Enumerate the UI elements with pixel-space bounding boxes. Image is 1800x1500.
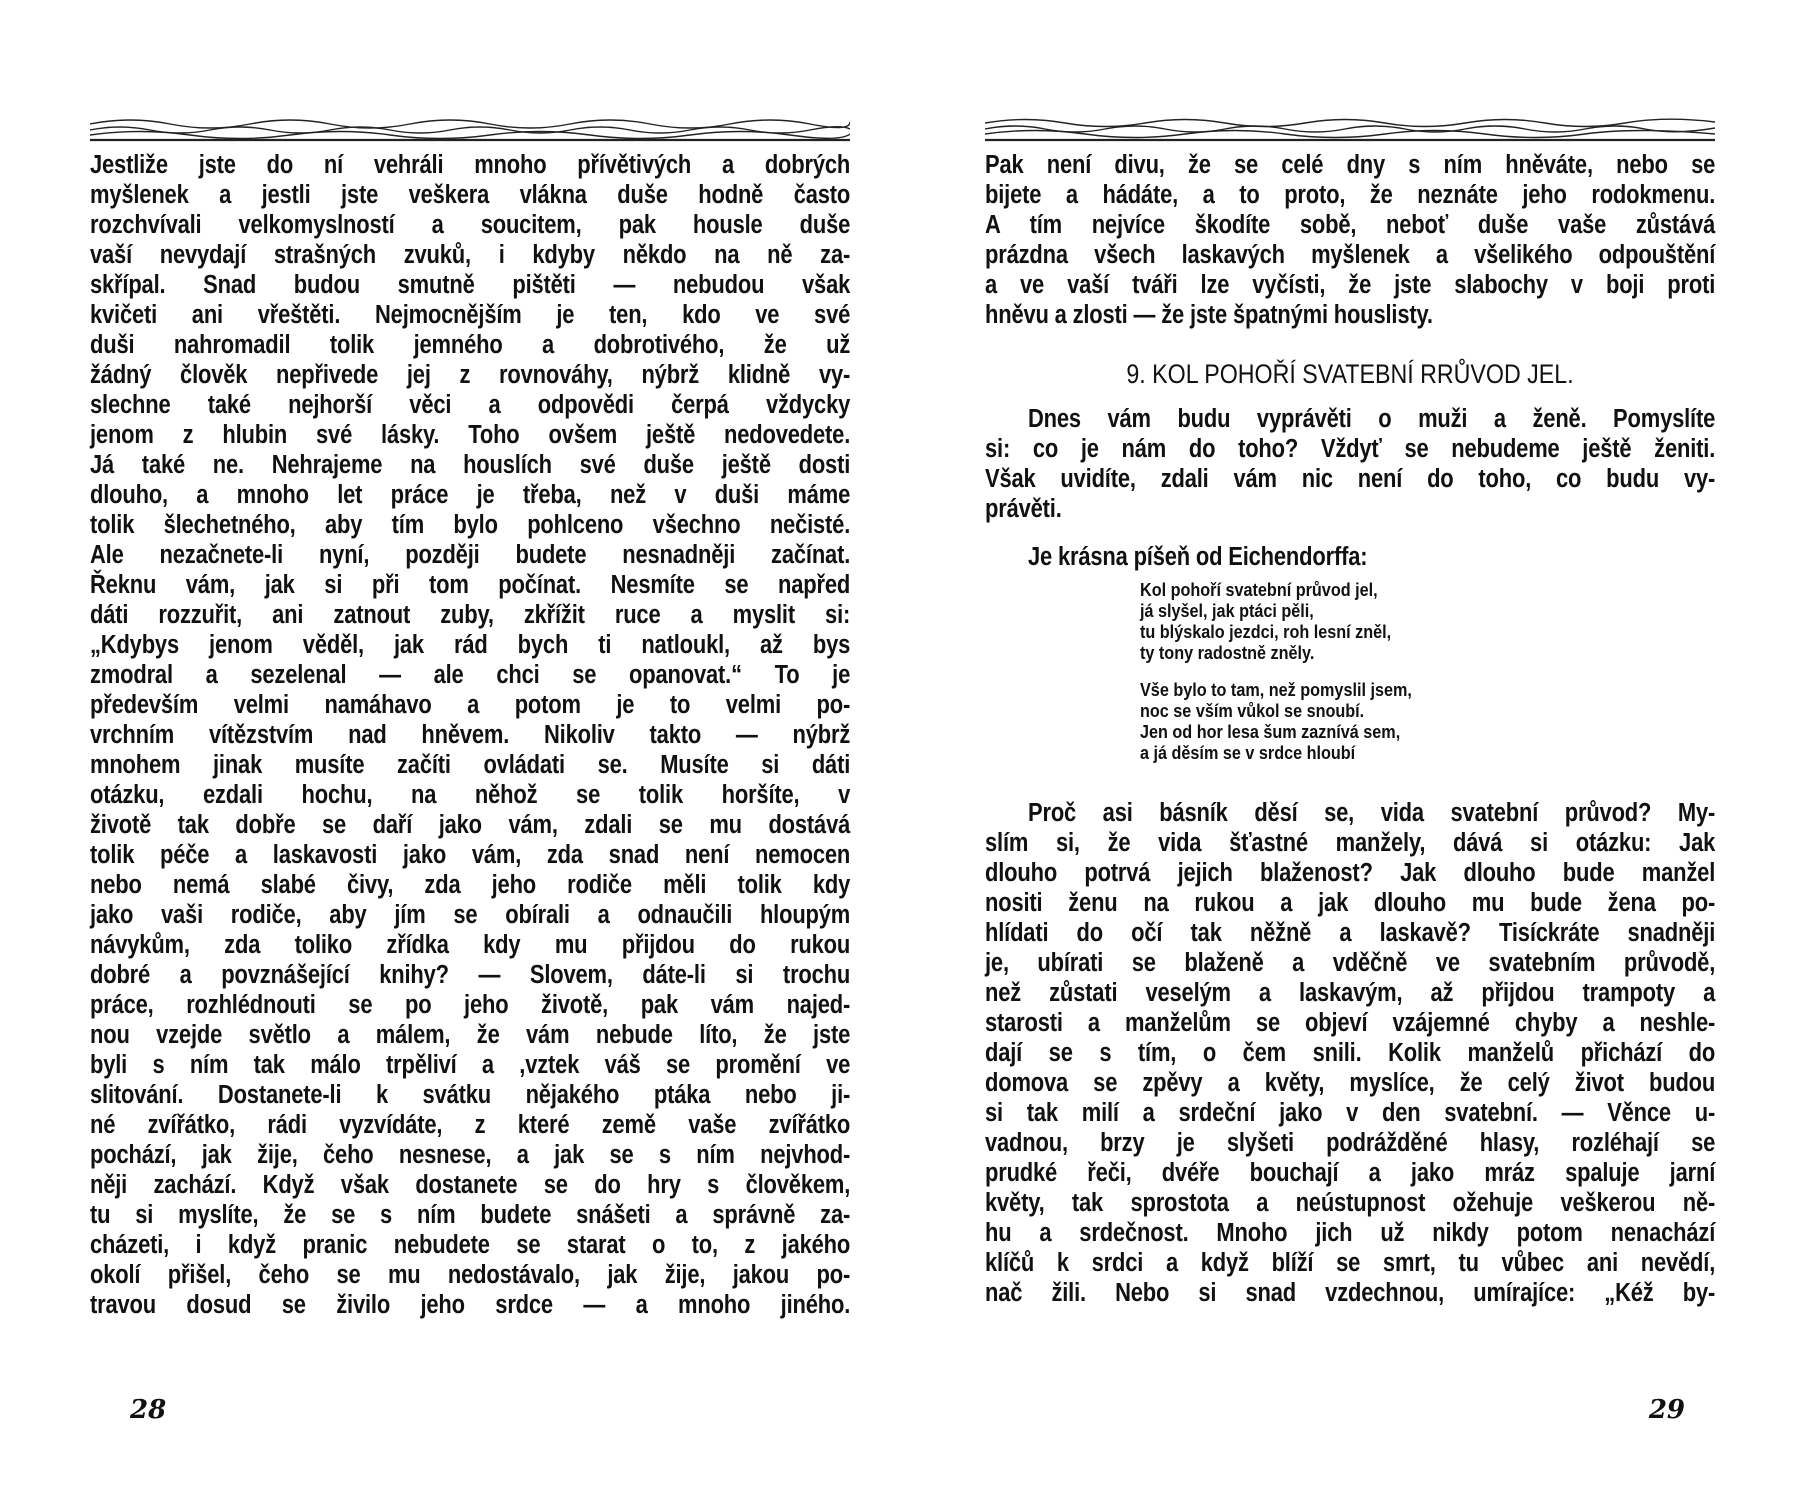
poem-line: tu blýskalo jezdci, roh lesní zněl, [1140,622,1392,642]
text-line: byli s ním tak málo trpěliví a ,vztek váš se promění ve [90,1051,851,1079]
text-line: hlídati do očí tak něžně a laskavě? Tisíckráte snadněji [985,919,1716,947]
text-line: si tak milí a srdeční jako v den svatební. — Věnce u- [985,1099,1716,1127]
text-line: hněvu a zlosti — že jste špatnými houslisty. [985,301,1433,329]
paragraph [985,404,1715,524]
right-page-text [985,150,1715,1308]
header-ornament-right [985,114,1715,144]
poem-line: já slyšel, jak ptáci pěli, [1140,601,1314,621]
text-line: vadnou, brzy je slyšeti podrážděné hlasy, rozléhají se [985,1129,1716,1157]
text-line: Však uvidíte, zdali vám nic není do toho, co budu vy- [985,465,1716,493]
text-line: dlouho, a mnoho let práce je třeba, než v duši máme [90,481,851,509]
right-page [985,0,1715,1500]
text-line: travou dosud se živilo jeho srdce — a mnoho jiného. [90,1291,851,1319]
text-line: tu si myslíte, že se s ním budete snášeti a správně za- [90,1201,851,1229]
text-line: dobré a povznášející knihy? — Slovem, dáte-li si trochu [90,961,851,989]
text-line: Jestliže jste do ní vehráli mnoho přívětivých a dobrých [90,151,851,179]
text-line: žádný člověk nepřivede jej z rovnováhy, nýbrž klidně vy- [90,361,851,389]
left-page [90,0,850,1500]
text-line: Pak není divu, že se celé dny s ním hněváte, nebo se [985,151,1716,179]
text-line: nositi ženu na rukou a jak dlouho mu bude žena po- [985,889,1716,917]
text-line: klíčů k srdci a když blíží se smrt, tu vůbec ani nevědí, [985,1249,1716,1277]
text-line: životě tak dobře se daří jako vám, zdali se mu dostává [90,811,851,839]
text-line: návykům, zda toliko zřídka kdy mu přijdou do rukou [90,931,851,959]
text-line: prudké řeči, dvéře bouchají a jako mráz spaluje jarní [985,1159,1716,1187]
text-line: Dnes vám budu vyprávěti o muži a ženě. Pomyslíte [1028,405,1716,433]
text-line: jenom z hlubin své lásky. Toho ovšem ještě nedovedete. [90,421,851,449]
text-line: otázku, ezdali hochu, na něhož se tolik horšíte, v [90,781,851,809]
paragraph [985,798,1715,1308]
text-line: Ale nezačnete-li nyní, později budete nesnadněji začínat. [90,541,851,569]
text-line: mnohem jinak musíte začíti ovládati se. Musíte si dáti [90,751,851,779]
text-line: dají se s tím, o čem snili. Kolik manželů přichází do [985,1039,1716,1067]
poem-line: Vše bylo to tam, než pomyslil jsem, [1140,680,1412,700]
text-line: né zvířátko, rádi vyzvídáte, z které země vaše zvířátko [90,1111,851,1139]
text-line: starosti a manželům se objeví vzájemné chyby a neshle- [985,1009,1716,1037]
text-line: slechne také nejhorší věci a odpovědi čerpá vždycky [90,391,851,419]
poem-line: Jen od hor lesa šum zaznívá sem, [1140,722,1401,742]
text-line: si: co je nám do toho? Vždyť se nebudeme ještě ženiti. [985,435,1716,463]
text-line: kvičeti ani vřeštěti. Nejmocnějším je ten, kdo ve své [90,301,851,329]
text-line: „Kdybys jenom věděl, jak rád bych ti natloukl, až bys [90,631,851,659]
text-line: je, ubírati se blaženě a vděčně ve svatebním průvodě, [985,949,1716,977]
text-line: květy, tak sprostota a neústupnost ožehuje veškerou ně- [985,1189,1716,1217]
text-line: bijete a hádáte, a to proto, že neznáte jeho rodokmenu. [985,181,1716,209]
text-line: nač žili. Nebo si snad vzdechnou, umírajíce: „Kéž by- [985,1279,1716,1307]
text-line: hu a srdečnost. Mnoho jich už nikdy potom nenachází [985,1219,1716,1247]
intro-paragraph [985,150,1715,330]
text-line: a ve vaší tváři lze vyčísti, že jste slabochy v boji proti [985,271,1716,299]
text-line: tolik šlechetného, aby tím bylo pohlceno všechno nečisté. [90,511,851,539]
header-ornament-left [90,114,850,144]
text-line: právěti. [985,495,1062,523]
text-line: zmodral a sezelenal — ale chci se opanovat.“ To je [90,661,851,689]
poem-line: a já děsím se v srdce hloubí [1140,743,1356,763]
poem [1140,580,1715,764]
text-line: skřípal. Snad budou smutně pištěti — nebudou však [90,271,851,299]
text-line: jako vaši rodiče, aby jím se obírali a odnaučili hloupým [90,901,851,929]
text-line: prázdna všech laskavých myšlenek a všelikého odpouštění [985,241,1716,269]
text-line: A tím nejvíce škodíte sobě, neboť duše vaše zůstává [985,211,1716,239]
text-line: domova se zpěvy a květy, myslíce, že celý život budou [985,1069,1716,1097]
text-line: práce, rozhlédnouti se po jeho životě, pak vám najed- [90,991,851,1019]
poem-intro: Je krásna píšeň od Eichendorffa: [1028,543,1368,571]
text-line: než zůstati veselým a laskavým, až přijdou trampoty a [985,979,1716,1007]
page-number: 28 [130,1395,167,1425]
poem-line: noc se vším vůkol se snoubí. [1140,701,1365,721]
text-line: myšlenek a jestli jste veškera vlákna duše hodně často [90,181,851,209]
text-line: Řeknu vám, jak si při tom počínat. Nesmíte se napřed [90,571,851,599]
poem-stanza [1140,680,1715,764]
text-line: vaší nevydají strašných zvuků, i kdyby někdo na ně za- [90,241,851,269]
text-line: pochází, jak žije, čeho nesnese, a jak se s ním nejvhod- [90,1141,851,1169]
chapter-heading: 9. KOL POHOŘÍ SVATEBNÍ RRŮVOD JEL. [1126,359,1574,389]
page-number: 29 [1648,1395,1685,1425]
text-line: Já také ne. Nehrajeme na houslích své duše ještě dosti [90,451,851,479]
text-line: dáti rozzuřit, ani zatnout zuby, zkřížit ruce a myslit si: [90,601,851,629]
text-line: vrchním vítězstvím nad hněvem. Nikoliv takto — nýbrž [90,721,851,749]
text-line: především velmi namáhavo a potom je to velmi po- [90,691,851,719]
text-line: nebo nemá slabé čivy, zda jeho rodiče měli tolik kdy [90,871,851,899]
text-line: tolik péče a laskavosti jako vám, zda snad není nemocen [90,841,851,869]
poem-line: ty tony radostně zněly. [1140,643,1315,663]
text-line: slitování. Dostanete-li k svátku nějakého ptáka nebo ji- [90,1081,851,1109]
text-line: duši nahromadil tolik jemného a dobrotivého, že už [90,331,851,359]
left-page-text [90,150,850,1320]
poem-line: Kol pohoří svatební průvod jel, [1140,580,1378,600]
text-line: okolí přišel, čeho se mu nedostávalo, jak žije, jakou po- [90,1261,851,1289]
text-line: něji zachází. Když však dostanete se do hry s člověkem, [90,1171,851,1199]
poem-stanza [1140,580,1715,664]
text-line: slím si, že vida šťastné manžely, dává si otázku: Jak [985,829,1716,857]
text-line: rozchvívali velkomyslností a soucitem, pak housle duše [90,211,851,239]
text-line: Proč asi básník děsí se, vida svatební průvod? My- [1028,799,1716,827]
text-line: dlouho potrvá jejich blaženost? Jak dlouho bude manžel [985,859,1716,887]
text-line: nou vzejde světlo a málem, že vám nebude líto, že jste [90,1021,851,1049]
text-line: cházeti, i když pranic nebudete se starat o to, z jakého [90,1231,851,1259]
